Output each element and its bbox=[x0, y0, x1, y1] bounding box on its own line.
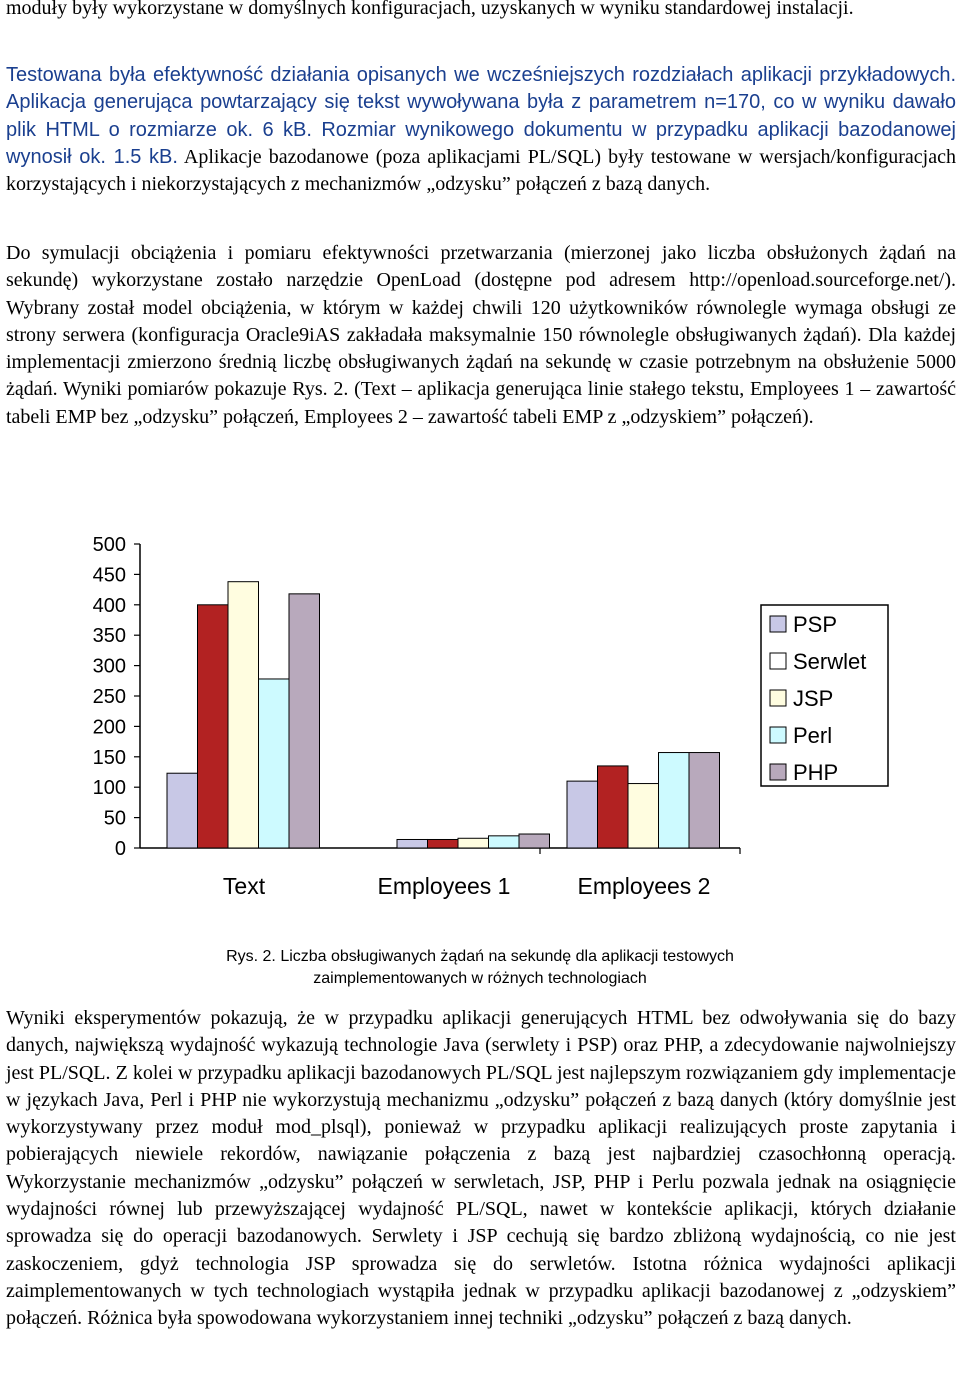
bar-jsp bbox=[628, 784, 659, 848]
legend-swatch-jsp bbox=[770, 690, 786, 706]
y-tick-label: 500 bbox=[92, 534, 126, 556]
bar-serwlet bbox=[598, 766, 629, 848]
bar-chart bbox=[0, 520, 960, 940]
bar-psp bbox=[167, 773, 198, 848]
bar-psp bbox=[567, 781, 598, 848]
bar-psp bbox=[397, 839, 428, 848]
y-tick-label: 300 bbox=[92, 655, 126, 678]
bar-perl bbox=[489, 836, 520, 848]
bar-jsp bbox=[228, 582, 259, 848]
legend-swatch-perl bbox=[770, 727, 786, 743]
x-axis-labels bbox=[223, 873, 711, 899]
bar-perl bbox=[659, 753, 690, 848]
caption-line-2: zaimplementowanych w różnych technologiach bbox=[313, 970, 647, 987]
legend-label-serwlet: Serwlet bbox=[793, 649, 867, 674]
y-tick-label: 50 bbox=[103, 807, 126, 830]
y-tick-label: 150 bbox=[92, 746, 126, 769]
y-tick-label: 0 bbox=[114, 838, 126, 860]
legend-label-perl: Perl bbox=[793, 723, 833, 748]
legend-swatch-php bbox=[770, 764, 786, 780]
y-tick-label: 400 bbox=[92, 594, 126, 617]
paragraph-testing-highlighted: Testowana była efektywność działania opisanych we wcześniejszych rozdziałach aplikacji przykładowych. Aplikacja generująca powtarzający się tekst wywoływana była z parametrem n=170, co w wyniku dawało plik HTML o rozmiarze ok. 6 kB. Rozmiar wynikowego dokumentu w przypadku aplikacji bazodanowej wynosił ok. 1.5 kB. bbox=[6, 64, 956, 168]
paragraph-testing bbox=[6, 62, 956, 198]
x-tick-label: Employees 1 bbox=[377, 873, 511, 899]
y-tick-label: 450 bbox=[92, 564, 126, 587]
x-tick-label: Employees 2 bbox=[577, 873, 711, 899]
x-tick-label: Text bbox=[222, 873, 266, 899]
y-tick-label: 100 bbox=[92, 777, 126, 800]
paragraph-simulation: Do symulacji obciążenia i pomiaru efektywności przetwarzania (mierzonej jako liczba obsłużonych żądań na sekundę) wykorzystane zostało narzędzie OpenLoad (dostępne pod adresem http://openload.sourceforge.net/). Wybrany został model obciążenia, w którym w każdej chwili 120 użytkowników równolegle wymaga obsługi ze strony serwera (konfiguracja Oracle9iAS zakładała maksymalnie 150 równolegle obsługiwanych żądań). Dla każdej implementacji zmierzono średnią liczbę obsługiwanych żądań na sekundę w czasie potrzebnym na obsłużenie 5000 żądań. Wyniki pomiarów pokazuje Rys. 2. (Text – aplikacja generująca linie stałego tekstu, Employees 1 – zawartość tabeli EMP bez „odzysku” połączeń, Employees 2 – zawartość tabeli EMP z „odzyskiem” połączeń). bbox=[6, 242, 956, 428]
legend-label-php: PHP bbox=[793, 760, 839, 785]
bar-serwlet bbox=[198, 605, 229, 848]
bars bbox=[167, 582, 720, 848]
bar-perl bbox=[259, 679, 290, 848]
bar-php bbox=[289, 594, 320, 848]
y-tick-label: 350 bbox=[92, 625, 126, 648]
bar-php bbox=[689, 753, 720, 848]
legend bbox=[761, 605, 888, 786]
paragraph-intro: moduły były wykorzystane w domyślnych konfiguracjach, uzyskanych w wyniku standardowej instalacji. bbox=[6, 0, 854, 19]
legend-label-jsp: JSP bbox=[793, 686, 834, 711]
caption-line-1: Rys. 2. Liczba obsługiwanych żądań na sekundę dla aplikacji testowych bbox=[226, 948, 734, 965]
paragraph-testing-rest: Aplikacje bazodanowe (poza aplikacjami PL/SQL) były testowane w wersjach/konfiguracjach korzystających i niekorzystających z mechanizmów „odzysku” połączeń z bazą danych. bbox=[6, 145, 956, 196]
paragraph-results: Wyniki eksperymentów pokazują, że w przypadku aplikacji generujących HTML bez odwoływania się do bazy danych, największą wydajność wykazują technologie Java (serwlety i PSP) oraz PHP, a zdecydowanie najwolniejszy jest PL/SQL. Z kolei w przypadku aplikacji bazodanowych PL/SQL jest najlepszym rozwiązaniem gdy implementacje w językach Java, Perl i PHP nie wykorzystują mechanizmu „odzysku” połączeń z bazą danych (który domyślnie jest wykorzystywany przez moduł mod_plsql), ponieważ w przypadku aplikacji realizujących proste zapytania i pobierających niewiele rekordów, nawiązanie połączenia z bazą jest najbardziej czasochłonną operacją. Wykorzystanie mechanizmów „odzysku” połączeń w serwletach, JSP, PHP i Perlu pozwala jednak na osiągnięcie wydajności równej lub przewyższającej wydajność PL/SQL, nawet w kontekście aplikacji, których działanie sprowadza się do operacji bazodanowych. Serwlety i JSP cechują się bardzo zbliżoną wydajnością, co nie jest zaskoczeniem, gdyż technologia JSP sprowadza się do serwletów. Istotna różnica wydajności aplikacji zaimplementowanych w tych technologiach wystąpiła jednak w przypadku aplikacji bazodanowej z „odzyskiem” połączeń. Różnica była spowodowana wykorzystaniem innej techniki „odzysku” połączeń z bazą danych. bbox=[6, 1007, 956, 1330]
y-tick-label: 200 bbox=[92, 716, 126, 739]
legend-swatch-psp bbox=[770, 616, 786, 632]
legend-swatch-serwlet bbox=[770, 653, 786, 669]
bar-jsp bbox=[458, 838, 489, 848]
bar-php bbox=[519, 834, 550, 848]
bar-serwlet bbox=[428, 839, 459, 848]
legend-label-psp: PSP bbox=[793, 612, 838, 637]
y-tick-label: 250 bbox=[92, 686, 126, 708]
figure-caption bbox=[0, 946, 960, 990]
